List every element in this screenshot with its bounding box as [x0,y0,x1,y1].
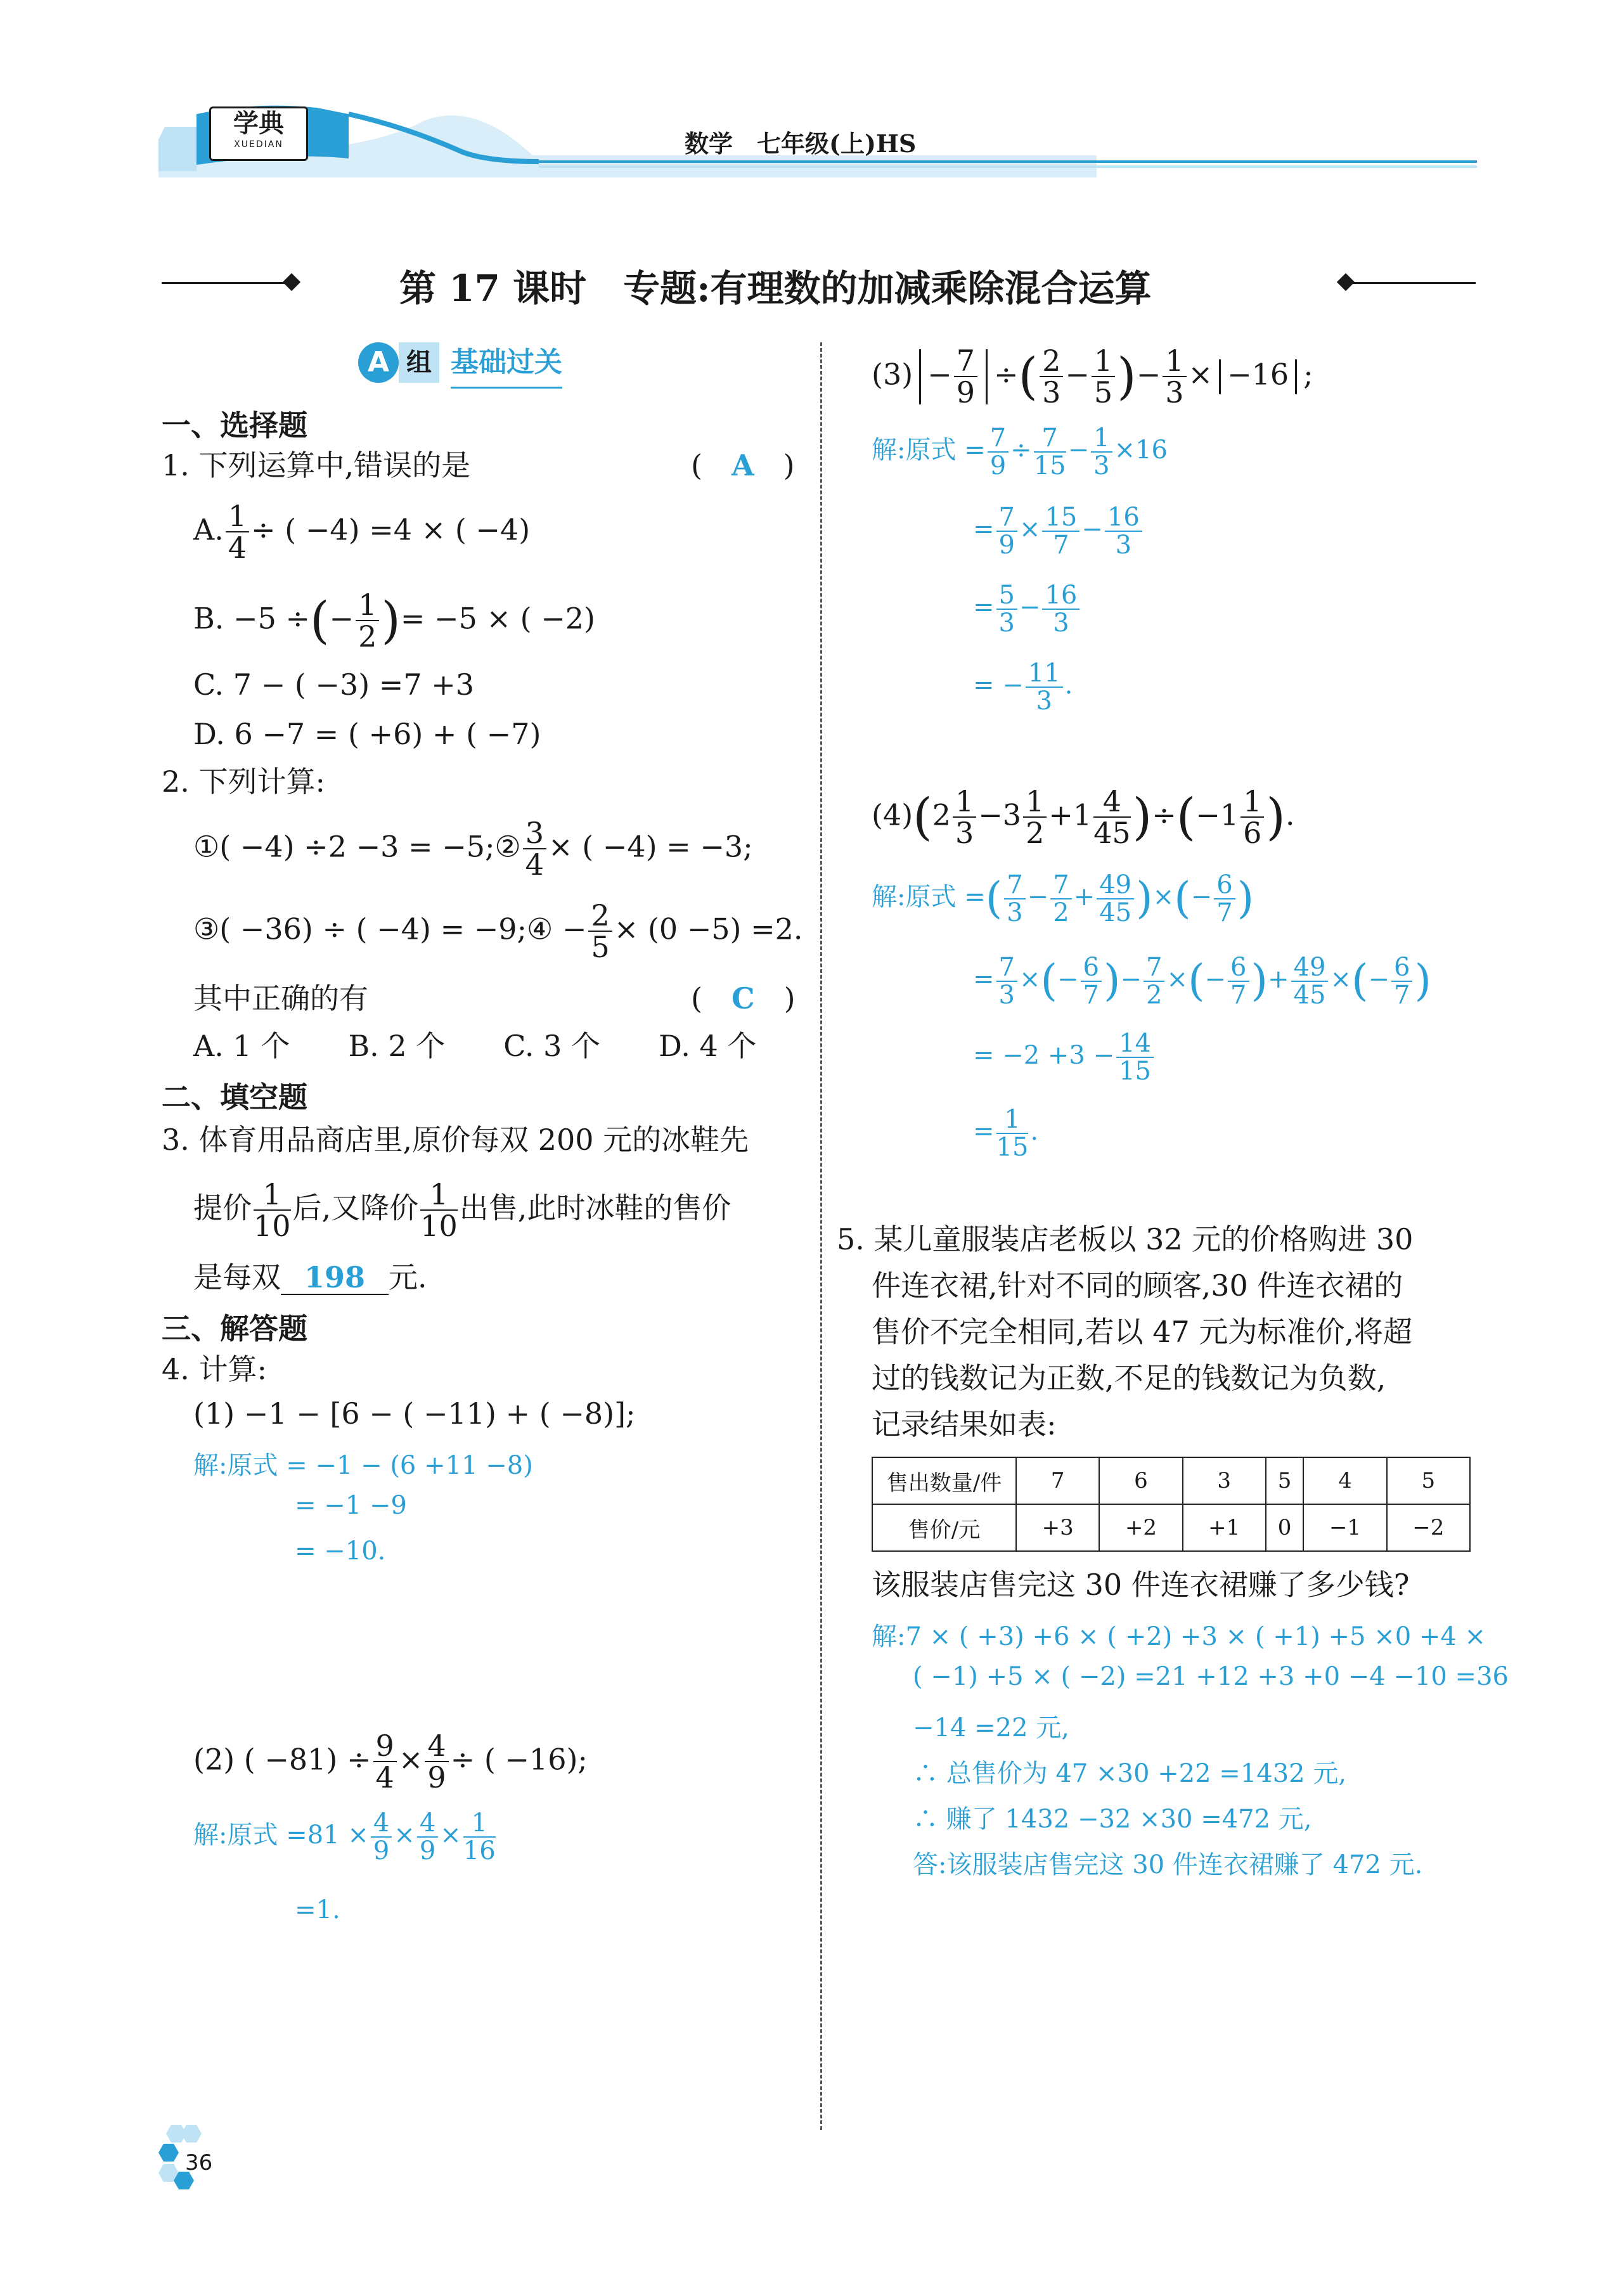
q4-p4-s2-d3: 2 [1146,981,1163,1010]
q4-p3-s1-n3: 1 [1091,425,1112,453]
q4-p3-neg: − [927,357,952,392]
q4-p4-s1-n2: 7 [1050,872,1071,899]
title-rule-left [162,282,288,284]
q1-option-d: D. 6 −7 = ( +6) + ( −7) [193,717,541,751]
q4-p4-n2: 1 [1023,786,1047,818]
q4-p3-s2-op2: − [1081,515,1103,544]
q2-l1-frac [523,818,546,880]
q5-line1: 5. 某儿童服装店老板以 32 元的价格购进 30 [837,1222,1414,1256]
q5-solution-5: ∴ 赚了 1432 −32 ×30 =472 元, [913,1805,1312,1834]
q4-p4-s2-n5: 49 [1291,954,1329,982]
q2-options: A. 1 个 B. 2 个 C. 3 个 D. 4 个 [193,1029,757,1063]
q1-a-rest: ÷ ( −4) =4 × ( −4) [251,512,531,547]
q4-p3-s2-d2: 7 [1053,531,1069,560]
q4-p4-d4: 6 [1243,816,1262,851]
q4-p3-d3: 5 [1093,375,1113,410]
q4-part3-step1 [872,425,1168,479]
q2-l2b: × (0 −5) =2. [614,912,803,946]
table-cell: 4 [1303,1457,1386,1504]
q4-part1: (1) −1 − [6 − ( −11) + ( −8)]; [193,1396,636,1431]
table-row [872,1504,1470,1551]
q4-p2-d1: 4 [375,1760,394,1795]
q1-stem: 1. 下列运算中,错误的是 [162,448,471,482]
q4-p4-s2-n4: 6 [1228,954,1249,982]
table-cell: 5 [1266,1457,1304,1504]
q4-p4-s4-d: 15 [996,1133,1029,1162]
q4-p3-s4-f [1026,660,1063,714]
q4-p3-s3-op: − [1019,593,1041,622]
q4-p4-s1-n1: 7 [1004,872,1025,899]
q1-option-a [193,501,530,564]
q1-a-num: 1 [226,501,249,532]
q4-p3-s2-n3: 16 [1105,504,1142,532]
q4-p3-s3-n2: 16 [1042,582,1079,610]
q4-p4-s2-d6: 7 [1394,981,1410,1010]
q1-a-frac [226,501,249,564]
table-cell: +3 [1016,1504,1099,1551]
q4-p3-s4-eq: = − [973,671,1024,700]
table-cell: 3 [1183,1457,1266,1504]
table-cell: 0 [1266,1504,1304,1551]
q4-p3-s1-d1: 9 [989,451,1007,480]
q4-p2b: ÷ ( −16); [450,1742,588,1777]
table-cell: −1 [1303,1504,1386,1551]
q4-p3-s3-d1: 3 [998,609,1015,638]
q4-p4-s2-neg3: − [1368,965,1390,994]
q4-p4-s1-op2: + [1073,882,1095,912]
q1-a-label: A. [193,512,224,547]
q4-p4-s1-op1: − [1027,882,1049,912]
q4-p2a: (2) ( −81) ÷ [193,1742,371,1777]
q4-p4-s2-eq: = [973,965,995,994]
q4-p3-s1-op2: − [1067,435,1090,465]
q4-p4-f1 [953,786,976,849]
q4-p3-s2-eq: = [973,515,995,544]
q4-p2-n2: 4 [425,1730,448,1762]
q5-solution-1: 解:7 × ( +3) +6 × ( +2) +3 × ( +1) +5 ×0 +4 × [872,1622,1486,1651]
q4-p4-s2-f1 [996,954,1017,1009]
q4-p4-s2-n2: 6 [1081,954,1102,982]
q4-p3-s1-end: ×16 [1114,435,1168,465]
q5-line2: 件连衣裙,针对不同的顾客,30 件连衣裙的 [872,1268,1403,1303]
q4-p3-s1a: 解:原式 = [872,435,986,465]
q4-p4-s3-n: 14 [1116,1030,1154,1058]
q4-p4-s1-f1 [1004,872,1025,926]
q2-line3: 其中正确的有 [193,981,368,1015]
q3-l3a: 是每双 [193,1260,281,1294]
q4-p2-n1: 9 [373,1730,397,1762]
q1-option-b: B. −5 ÷(− $\frac{1}{2}$ )= −5 × ( −2) [193,588,595,654]
q4-p2-s1-d2: 9 [419,1836,436,1866]
q4-p4-s2-d2: 7 [1083,981,1099,1010]
q3-frac2 [420,1179,458,1242]
q4-p3-d1: 9 [956,375,975,410]
table-cell: 7 [1016,1457,1099,1504]
q4-p4-s2-f4 [1228,954,1249,1009]
q1-b-rest: = −5 × ( −2) [400,601,595,636]
q4-p3-s4-d: 3 [1036,686,1052,716]
q4-p4-w1: 2 [932,797,951,832]
q4-p3-d4: 3 [1165,375,1184,410]
q4-p4-s4-eq: = [973,1117,995,1146]
group-badge-a: A [358,342,399,383]
q3-l2c: 出售,此时冰鞋的售价 [459,1190,731,1225]
q4-p4-s4-end: . [1030,1117,1039,1146]
q5-line5: 记录结果如表: [872,1407,1057,1441]
q5-line4: 过的钱数记为正数,不足的钱数记为负数, [872,1361,1386,1395]
q3-frac2-den: 10 [420,1209,458,1244]
q4-p3-div: ÷ [994,357,1019,392]
q4-p2-m: × [398,1742,423,1777]
q4-p4-s2-x2: × [1166,965,1188,994]
q2-l1-den: 4 [525,847,545,882]
q3-answer: 198 [304,1260,366,1294]
q2-answer: C [731,981,755,1015]
q4-p3-s2-d1: 9 [998,531,1015,560]
q4-p4-f2 [1023,786,1047,849]
q4-p4-s2-op1: − [1120,965,1142,994]
q2-l1-num: 3 [523,818,546,849]
section3-heading: 三、解答题 [162,1312,307,1346]
q2-l2a: ③( −36) ÷ ( −4) = −9;④ − [193,912,587,946]
q3-line2 [193,1179,731,1242]
q5-solution-4: ∴ 总售价为 47 ×30 +22 =1432 元, [913,1759,1347,1788]
q2-stem: 2. 下列计算: [162,764,326,799]
group-label: 基础过关 [451,342,562,389]
q1-answer-bracket: ( A ) [691,448,795,482]
q2-l2-num: 2 [588,900,612,932]
q4-p4-s3a: = −2 +3 − [973,1041,1115,1070]
q3-frac2-num: 1 [420,1179,458,1211]
header-subject: 数学 七年级(上)HS [685,129,917,158]
q4-p4-s2-n6: 6 [1391,954,1412,982]
page-title: 第 17 课时 专题:有理数的加减乘除混合运算 [399,267,1152,310]
section2-heading: 二、填空题 [162,1080,307,1114]
q4-p4-div: ÷ [1152,797,1176,832]
q1-answer: A [731,448,754,482]
q4-p3-s1-f2 [1034,425,1066,479]
q3-frac1-den: 10 [254,1209,291,1244]
q4-p4-s4-f [996,1106,1029,1161]
q4-part4-step1: 解:原式 =( $\frac{7}{3}$ − $\frac{7}{2}$ + $\frac{49}{45}$ )×(− $\frac{6}{7}$ ) [872,870,1254,927]
q5-solution-6: 答:该服装店售完这 30 件连衣裙赚了 472 元. [913,1850,1423,1879]
q4-p4-s1-f4 [1214,872,1235,926]
q4-p4-s3-d: 15 [1119,1057,1152,1086]
q4-part4-step2: = $\frac{7}{3}$ ×(− $\frac{6}{7}$ )− $\frac{7}{2}$ ×(− $\frac{6}{7}$ )+ $\frac{49}{45}$ ×(− $\frac{6}{7}$ ) [973,953,1431,1010]
q4-p2-frac1 [373,1730,397,1793]
q4-p3-s1-d2: 15 [1033,451,1066,480]
q4-p2-s1-n3: 1 [463,1810,496,1838]
q4-p4-s2-op2: + [1268,965,1289,994]
q4-p3-s1-n1: 7 [988,425,1009,453]
q4-p4-end: . [1285,797,1295,832]
q4-p2-s1-d3: 16 [463,1836,496,1866]
q4-p4-s2-d5: 45 [1293,981,1326,1010]
q4-p4-s4-n: 1 [996,1106,1029,1134]
q4-part2-step2: =1. [295,1895,340,1924]
q4-p3-s2-op1: × [1019,515,1041,544]
q4-p2-s1-f1 [371,1810,392,1864]
q4-part3-step2 [973,504,1144,558]
logo [209,106,308,161]
logo-en: XUEDIAN [234,139,283,150]
q4-p2-s1-n1: 4 [371,1810,392,1838]
section1-heading: 一、选择题 [162,408,307,442]
q4-p4-s2-n3: 7 [1144,954,1164,982]
q4-part2-step1 [193,1810,498,1864]
title-diamond-left [283,273,300,291]
q4-p4-op2: +1 [1048,797,1092,832]
q2-line2 [193,900,803,963]
q4-p3-s3-n1: 5 [996,582,1017,610]
q4-p3-n2: 2 [1040,345,1063,377]
q4-p4-s1-f2 [1050,872,1071,926]
column-divider [820,342,822,2130]
q3-line1: 3. 体育用品商店里,原价每双 200 元的冰鞋先 [162,1123,749,1157]
q4-p4-s2-neg2: − [1204,965,1227,994]
q1-b-den: 2 [358,619,377,654]
q3-frac1 [254,1179,291,1242]
q4-p3-label: (3) [872,357,913,392]
group-badge [358,342,562,387]
q4-p4-s2-neg1: − [1057,965,1079,994]
q4-p4-s2-f2 [1081,954,1102,1009]
logo-cn: 学典 [233,108,284,138]
table-cell: +1 [1183,1504,1266,1551]
q4-p2-s1-d1: 9 [373,1836,390,1866]
q4-p3-s4-end: . [1064,671,1073,700]
q4-p3-n4: 1 [1163,345,1186,377]
q4-p4-s1-n3: 49 [1097,872,1134,899]
q4-p4-s3-f [1116,1030,1154,1085]
q4-p4-s1-neg: − [1190,882,1213,912]
q1-b-num: 1 [356,590,379,621]
q5-solution-2: ( −1) +5 × ( −2) =21 +12 +3 +0 −4 −10 =36 [913,1662,1509,1691]
q4-p2-s1a: 解:原式 =81 × [193,1821,369,1850]
q4-part4-step4 [973,1106,1038,1161]
q4-p4-s2-f3 [1144,954,1164,1009]
q4-p4-s1-d3: 45 [1099,898,1132,927]
q1-b-label: B. −5 ÷ [193,601,311,636]
q5-question: 该服装店售完这 30 件连衣裙赚了多少钱? [872,1568,1410,1602]
q2-l2-den: 5 [591,930,610,965]
q4-p4-n1: 1 [953,786,976,818]
q4-p4-s2-f6 [1391,954,1412,1009]
q4-p4-s1-n4: 6 [1214,872,1235,899]
table-cell: −2 [1387,1504,1470,1551]
q4-p4-f3 [1093,786,1131,849]
q4-p3-s1-d3: 3 [1093,451,1110,480]
q4-p3-n1: 7 [954,345,977,377]
q4-p4-d1: 3 [955,816,974,851]
q4-p3-f1 [954,345,977,408]
q4-p4-s1-d1: 3 [1007,898,1023,927]
q4-p3-s2-f2 [1042,504,1079,558]
q4-p3-s2-n1: 7 [996,504,1017,532]
q4-p4-s1a: 解:原式 = [872,882,986,912]
q4-p3-s3-d2: 3 [1053,609,1069,638]
q4-p4-s1-d2: 2 [1053,898,1069,927]
q4-p4-f4 [1241,786,1264,849]
q4-p2-s1-f3 [463,1810,496,1864]
q4-p3-f3 [1092,345,1115,408]
q4-p3-s2-n2: 15 [1042,504,1079,532]
q4-part3: (3) − $\frac{7}{9}$ ÷( $\frac{2}{3}$ − $\frac{1}{5}$ )− $\frac{1}{3}$ × −16 ; [872,344,1313,410]
q4-p3-s3-eq: = [973,593,995,622]
q4-p4-label: (4) [872,797,913,832]
q4-p4-s1-x: × [1152,882,1175,912]
q4-p4-s2-n1: 7 [996,954,1017,982]
q4-part1-step2: = −1 −9 [295,1491,407,1520]
q4-p3-s3-f1 [996,582,1017,636]
table-cell: 5 [1387,1457,1470,1504]
q5-line3: 售价不完全相同,若以 47 元为标准价,将超 [872,1315,1413,1349]
q4-part1-step3: = −10. [295,1537,386,1566]
q4-p2-s1-n2: 4 [417,1810,438,1838]
q2-line1 [193,818,753,880]
q4-p3-s4-n: 11 [1026,660,1063,688]
group-badge-zu: 组 [399,342,439,383]
q2-l1b: × ( −4) = −3; [548,829,753,864]
q4-p3-x: × [1188,357,1213,392]
table-cell: +2 [1099,1504,1182,1551]
q4-p3-minus: − [1065,357,1090,392]
title-rule-right [1349,282,1476,284]
q1-option-c: C. 7 − ( −3) =7 +3 [193,667,475,702]
q2-l2-frac [588,900,612,963]
q4-p3-s1-n2: 7 [1034,425,1066,453]
page-number: 36 [185,2150,213,2175]
q4-p2-s1-x1: × [394,1821,415,1850]
q4-p4-s1-f3 [1097,872,1134,926]
q4-stem: 4. 计算: [162,1352,267,1386]
q5-record-table [872,1457,1471,1552]
q4-p3-d2: 3 [1042,375,1061,410]
q3-line3 [193,1258,427,1296]
q4-p4-s2-d1: 3 [998,981,1015,1010]
q4-p3-n3: 1 [1092,345,1115,377]
q4-p4-n4: 1 [1241,786,1264,818]
q3-l3b: 元. [389,1260,427,1294]
q5-solution-3: −14 =22 元, [913,1713,1069,1743]
table-header-price: 售价/元 [872,1504,1016,1551]
q4-p4-op1: −3 [978,797,1022,832]
q4-p2-d2: 9 [427,1760,446,1795]
table-header-quantity: 售出数量/件 [872,1457,1016,1504]
table-row [872,1457,1470,1504]
q1-a-den: 4 [228,531,247,565]
q4-p4-n3: 4 [1093,786,1131,818]
q4-p3-end: ; [1303,357,1313,392]
q4-p2-frac2 [425,1730,448,1793]
q4-p3-m2: − [1136,357,1161,392]
q4-p4-s1-d4: 7 [1216,898,1233,927]
q4-p3-s2-f1 [996,504,1017,558]
q4-p4-s2-x3: × [1330,965,1351,994]
q4-p3-f2 [1040,345,1063,408]
q4-p2-s1-x2: × [440,1821,461,1850]
q4-p2-s1-f2 [417,1810,438,1864]
q4-p3-abs: −16 [1227,357,1289,392]
q3-l2b: 后,又降价 [292,1190,419,1225]
q4-p3-s1-op1: ÷ [1010,435,1032,465]
q4-part1-step1: 解:原式 = −1 − (6 +11 −8) [193,1451,533,1480]
q1-b-frac [356,590,379,652]
q4-part3-step3 [973,582,1081,636]
q4-p4-s2-d4: 7 [1230,981,1247,1010]
q4-p3-s3-f2 [1042,582,1079,636]
q4-p4-d2: 2 [1026,816,1045,851]
q2-answer-bracket: ( C ) [691,981,796,1015]
q4-p4-d3: 45 [1093,816,1131,851]
q3-frac1-num: 1 [254,1179,291,1211]
q4-part4: (4)(2 $\frac{1}{3}$ −3 $\frac{1}{2}$ +1 $\frac{4}{45}$ )÷(−1 $\frac{1}{6}$ ). [872,784,1295,851]
q4-p4-w2: −1 [1195,797,1239,832]
q4-part3-step4 [973,660,1073,714]
q4-p3-s2-f3 [1105,504,1142,558]
q4-p4-s2-x1: × [1019,965,1041,994]
q2-l1a: ①( −4) ÷2 −3 = −5;② [193,829,521,864]
table-cell: 6 [1099,1457,1182,1504]
q3-l2a: 提价 [193,1190,252,1225]
q4-p3-s1-f3 [1091,425,1112,479]
q4-p3-f4 [1163,345,1186,408]
q4-part2 [193,1730,588,1793]
q4-p4-s2-f5 [1291,954,1329,1009]
q4-p3-s2-d3: 3 [1115,531,1132,560]
q4-p3-s1-f1 [988,425,1009,479]
q4-part4-step3 [973,1030,1156,1085]
